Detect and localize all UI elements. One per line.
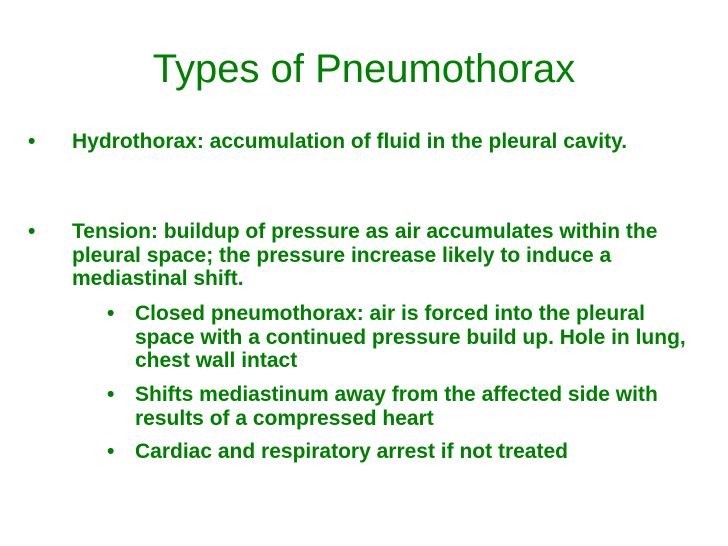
- bullet-item: [28, 130, 692, 154]
- sub-bullet-marker-icon: •: [107, 440, 115, 463]
- bullet-marker-icon: •: [28, 220, 36, 243]
- sub-bullet-item: [107, 383, 695, 430]
- sub-bullet-item: [107, 302, 695, 373]
- sub-bullet-marker-icon: •: [107, 302, 115, 325]
- sub-bullet-marker-icon: •: [107, 383, 115, 406]
- sub-bullet-text: Shifts mediastinum away from the affected side with results of a compressed heart: [135, 383, 658, 430]
- bullet-text: Tension: buildup of pressure as air accumulates within the pleural space; the pressure increase likely to induce a mediastinal shift.: [72, 220, 658, 290]
- sub-bullet-item: [107, 440, 695, 464]
- bullet-marker-icon: •: [28, 130, 36, 153]
- sub-bullet-text: Closed pneumothorax: air is forced into the pleural space with a continued pressure build up. Hole in lung, chest wall intact: [135, 302, 686, 372]
- sub-bullet-text: Cardiac and respiratory arrest if not treated: [135, 440, 568, 463]
- bullet-item: [28, 220, 692, 291]
- slide-title: Types of Pneumothorax: [152, 47, 576, 91]
- bullet-text: Hydrothorax: accumulation of fluid in the pleural cavity.: [72, 130, 628, 153]
